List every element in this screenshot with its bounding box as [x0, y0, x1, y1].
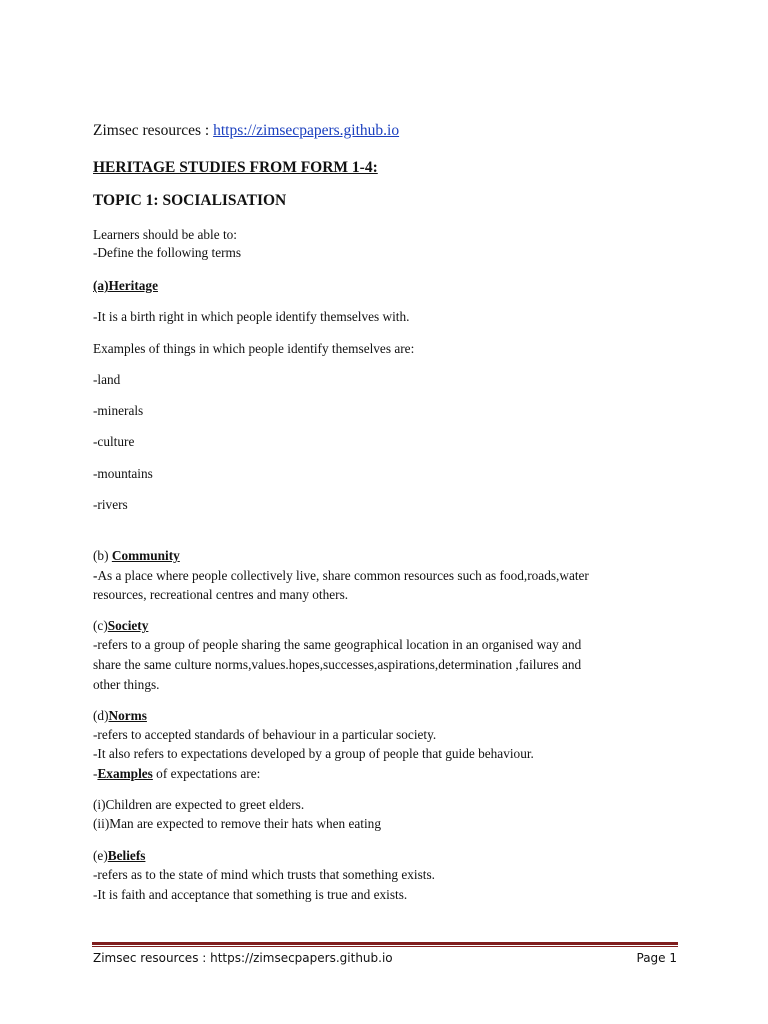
society-line-2: share the same culture norms,values.hopes,successes,aspirations,determination ,failures and: [93, 657, 582, 672]
society-prefix: (c): [93, 618, 108, 633]
beliefs-heading-line: [93, 846, 145, 866]
resources-link[interactable]: https://zimsecpapers.github.io: [213, 122, 400, 139]
norms-examples-rest: of expectations are:: [152, 766, 261, 781]
topic-title: TOPIC 1: SOCIALISATION: [93, 192, 287, 209]
society-line-3: other things.: [93, 677, 160, 692]
footer-resources: Zimsec resources : https://zimsecpapers.github.io: [93, 951, 393, 965]
page-footer: [93, 948, 677, 968]
beliefs-prefix: (e): [93, 848, 108, 863]
heritage-example-item: -land: [93, 372, 121, 387]
community-def-line-1: [93, 566, 589, 586]
community-heading-line: [93, 546, 180, 566]
norms-heading: Norms: [108, 708, 147, 723]
society-heading: Society: [107, 618, 149, 633]
community-def-text: As a place where people collectively live, share common resources such as food,roads,water: [97, 568, 589, 583]
norms-example-2: (ii)Man are expected to remove their hats when eating: [93, 816, 381, 831]
resources-line: [93, 121, 399, 141]
norms-prefix: (d): [93, 708, 109, 723]
society-line-1: -refers to a group of people sharing the same geographical location in an organised way and: [93, 637, 582, 652]
beliefs-line-1: -refers as to the state of mind which trusts that something exists.: [93, 867, 435, 882]
intro-line-1: Learners should be able to:: [93, 227, 237, 242]
footer-page-number: Page 1: [636, 951, 677, 965]
intro-line-2: -Define the following terms: [93, 245, 242, 260]
main-title: HERITAGE STUDIES FROM FORM 1-4:: [93, 159, 378, 176]
norms-examples-dash: -: [93, 766, 98, 781]
footer-rule-thick: [92, 942, 678, 945]
norms-examples-label: Examples: [97, 766, 153, 781]
norms-line-1: -refers to accepted standards of behaviour in a particular society.: [93, 727, 437, 742]
footer-rule-thin: [92, 946, 678, 947]
heritage-example-item: -minerals: [93, 403, 144, 418]
heritage-example-item: -mountains: [93, 466, 153, 481]
community-def-dash: -: [93, 568, 98, 583]
heritage-example-item: -culture: [93, 434, 135, 449]
community-prefix: (b): [93, 548, 112, 563]
beliefs-line-2: -It is faith and acceptance that something is true and exists.: [93, 887, 408, 902]
norms-heading-line: [93, 706, 147, 726]
heritage-example-item: -rivers: [93, 497, 128, 512]
beliefs-heading: Beliefs: [107, 848, 146, 863]
resources-label: Zimsec resources :: [93, 122, 214, 139]
norms-example-1: (i)Children are expected to greet elders.: [93, 797, 305, 812]
community-def-line-2: resources, recreational centres and many others.: [93, 587, 349, 602]
heritage-examples-intro: Examples of things in which people identify themselves are:: [93, 341, 415, 356]
norms-line-2: -It also refers to expectations developed by a group of people that guide behaviour.: [93, 746, 534, 761]
heritage-heading: (a)Heritage: [93, 278, 158, 293]
norms-examples-line: [93, 764, 260, 784]
society-heading-line: [93, 616, 148, 636]
community-heading: Community: [111, 548, 180, 563]
heritage-definition: -It is a birth right in which people identify themselves with.: [93, 309, 410, 324]
